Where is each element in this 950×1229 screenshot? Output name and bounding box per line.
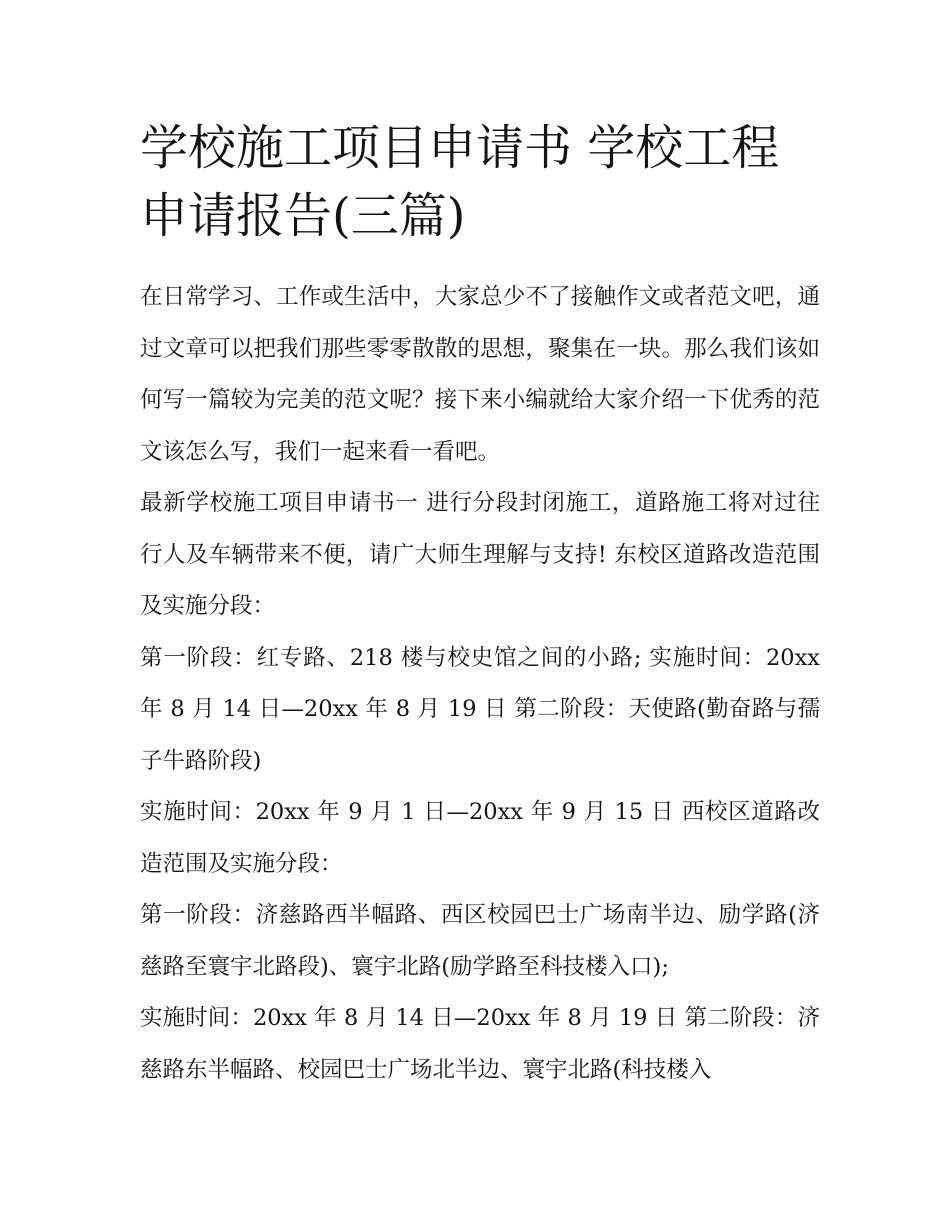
paragraph-east-phase-one: 第一阶段：红专路、218 楼与校史馆之间的小路; 实施时间：20xx 年 8 月 14 日—20xx 年 8 月 19 日 第二阶段：天使路(勤奋路与孺子牛路阶段) <box>140 644 820 774</box>
paragraph-application-one: 最新学校施工项目申请书一 进行分段封闭施工，道路施工将对过往行人及车辆带来不便，请广大师生理解与支持! 东校区道路改造范围及实施分段： <box>140 490 820 619</box>
document-body <box>140 272 820 1096</box>
paragraph-intro: 在日常学习、工作或生活中，大家总少不了接触作文或者范文吧，通过文章可以把我们那些零零散散的思想，聚集在一块。那么我们该如何写一篇较为完美的范文呢？接下来小编就给大家介绍一下优秀的范文该怎么写，我们一起来看一看吧。 <box>140 284 820 465</box>
document-title: 学校施工项目申请书 学校工程申请报告(三篇) <box>140 120 780 244</box>
document-content <box>140 114 820 1096</box>
paragraph-east-phase-two-time: 实施时间：20xx 年 9 月 1 日—20xx 年 9 月 15 日 西校区道路改造范围及实施分段： <box>140 799 820 877</box>
paragraph-west-phase-one: 第一阶段：济慈路西半幅路、西区校园巴士广场南半边、励学路(济慈路至寰宇北路段)、寰宇北路(励学路至科技楼入口); <box>140 902 820 980</box>
paragraph-west-phase-two: 实施时间：20xx 年 8 月 14 日—20xx 年 8 月 19 日 第二阶段：济慈路东半幅路、校园巴士广场北半边、寰宇北路(科技楼入 <box>140 1005 820 1083</box>
